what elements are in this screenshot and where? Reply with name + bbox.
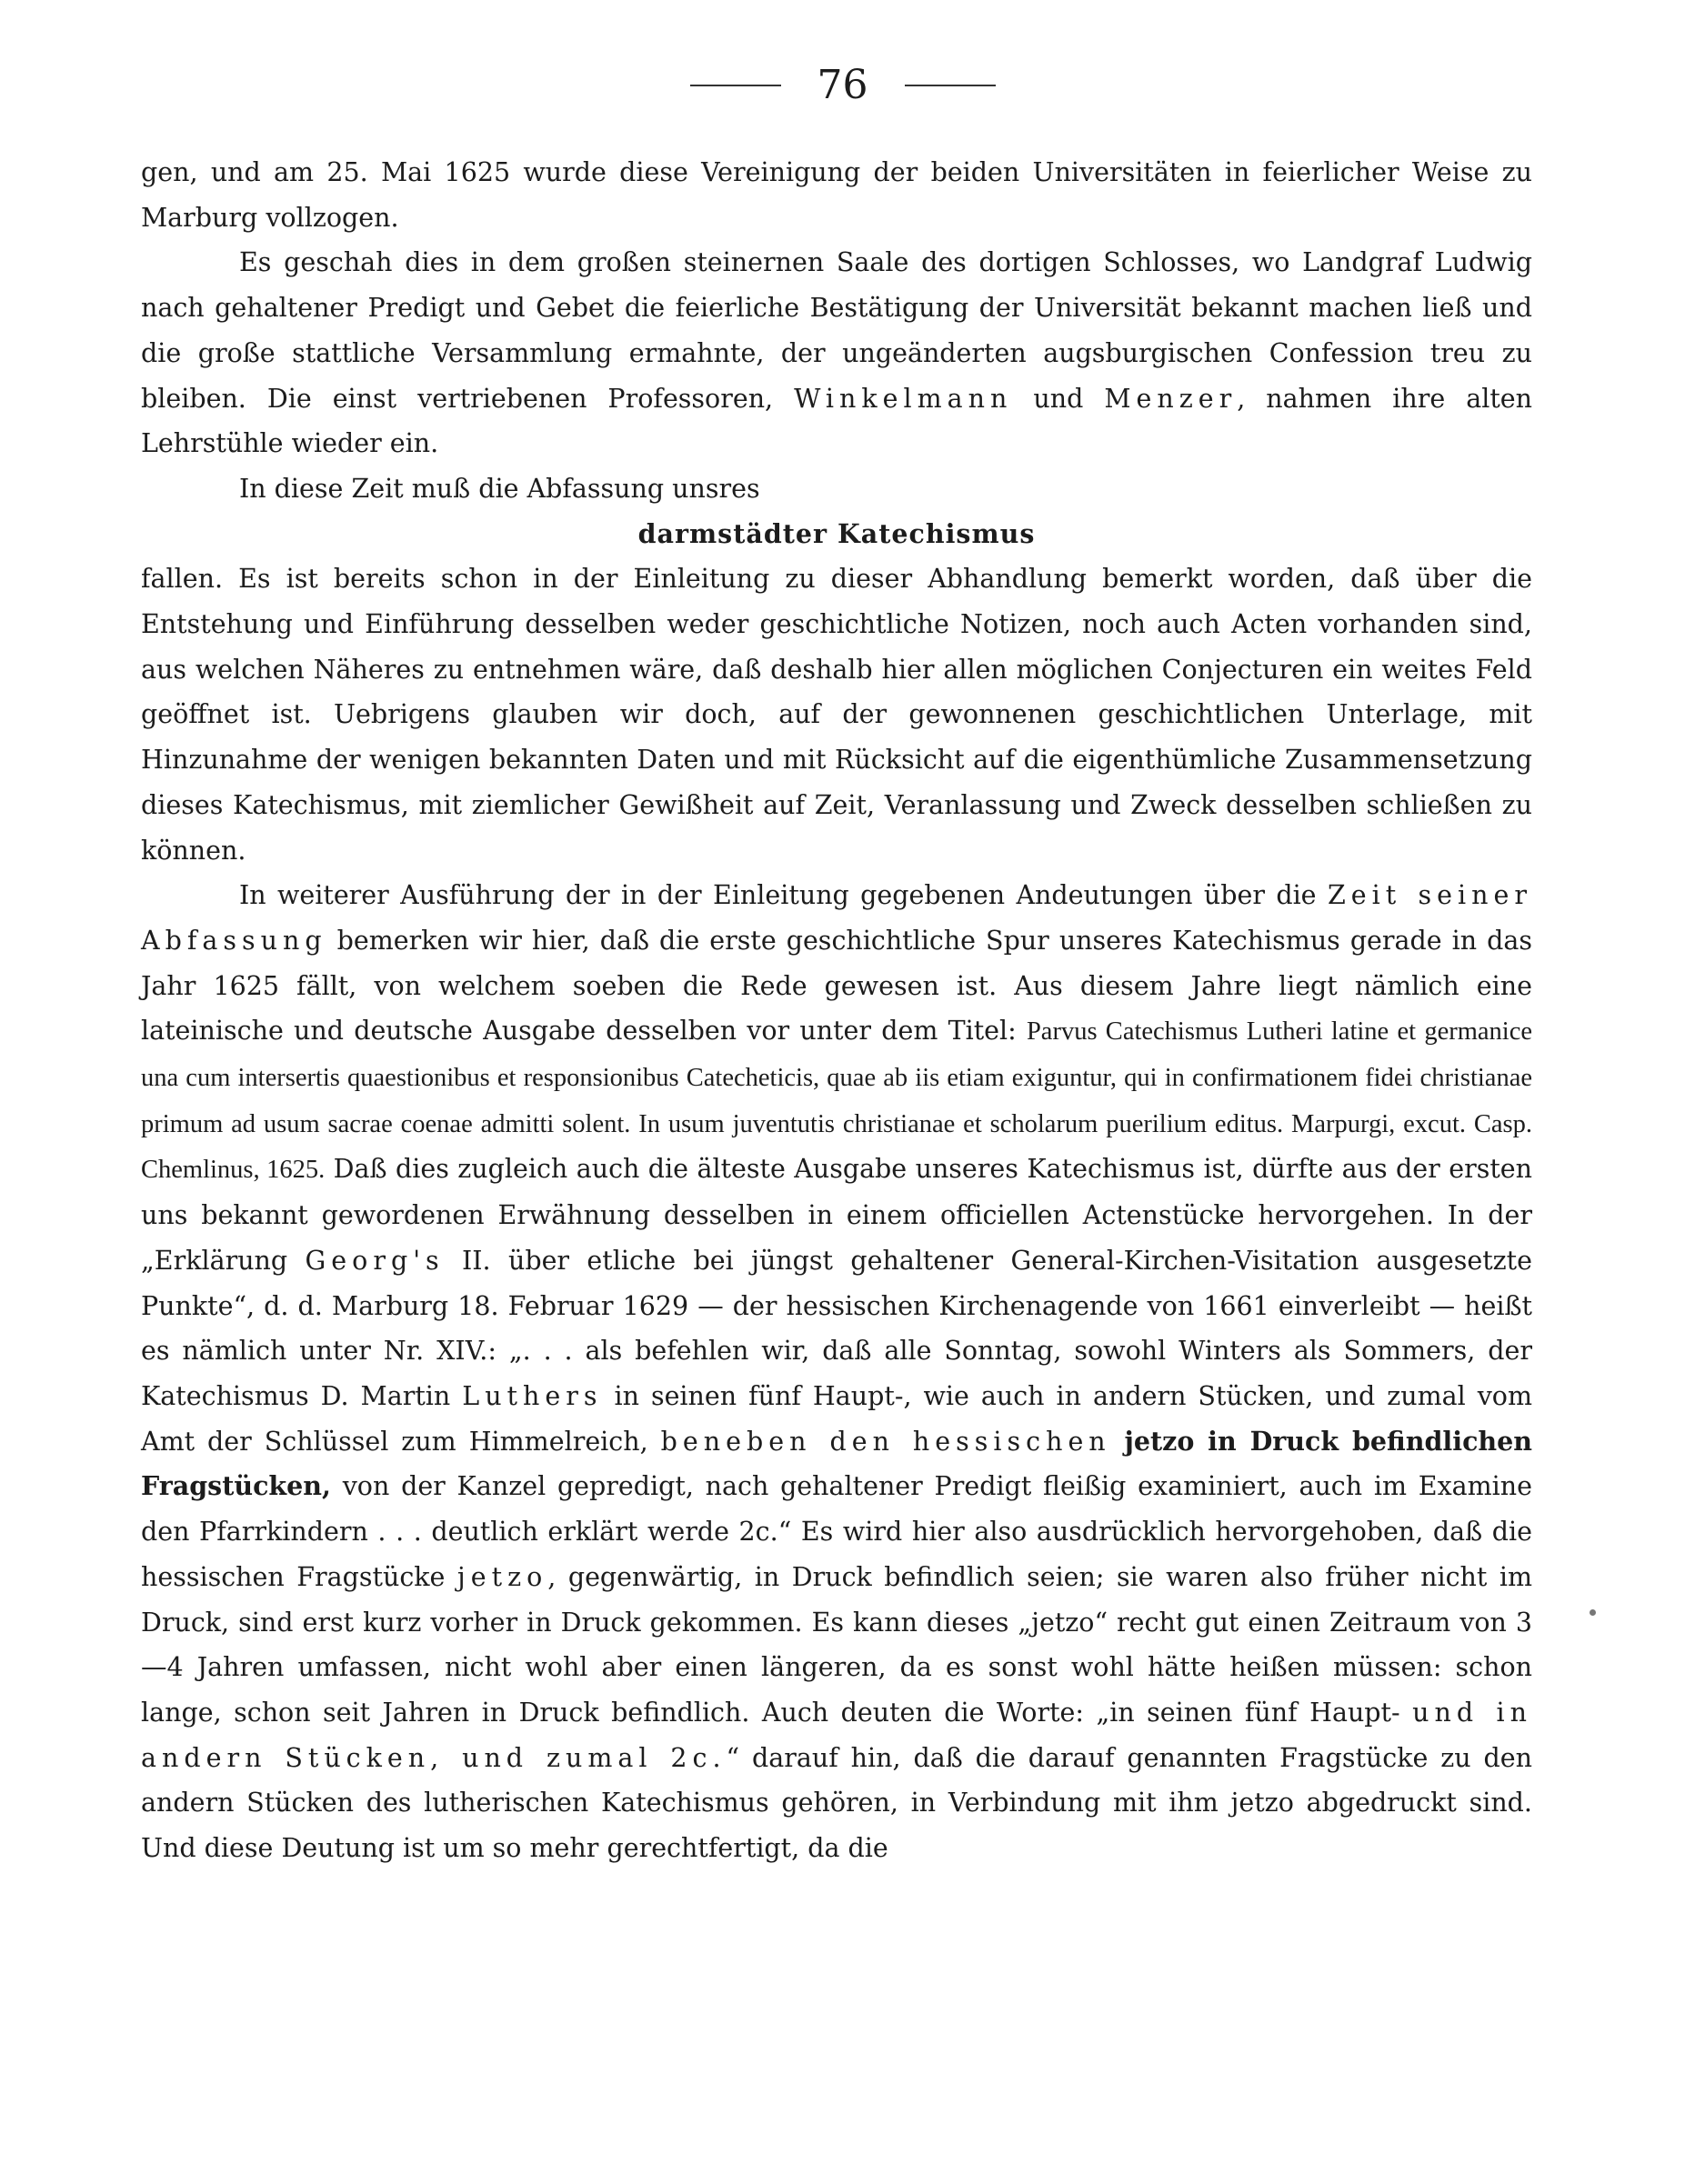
paragraph-1: gen, und am 25. Mai 1625 wurde diese Vereinigung der beiden Universitäten in feierlicher Weise zu Marburg vollzogen. [141, 157, 1532, 233]
p5-text-f: von der Kanzel gepredigt, nach gehaltener Predigt fleißig examiniert, auch im Examine den Pfarrkindern . . . deutlich erklärt werde 2c.“ Es wird hier also ausdrücklich hervorgehoben, daß die hessischen Fragstücke [141, 1471, 1532, 1592]
spaced-jetzo: jetzo [456, 1561, 548, 1592]
paragraph-3: In diese Zeit muß die Abfassung unsres [239, 473, 760, 504]
spaced-luthers: Luthers [462, 1380, 603, 1411]
spaced-georg: Georg's [305, 1245, 445, 1276]
p2-text-c: , nahmen ihre alten Lehrstühle wieder ein. [141, 383, 1532, 459]
name-winkelmann: Winkelmann [794, 383, 1013, 414]
spaced-und-in-andern: und in andern Stücken, und zumal 2c. [141, 1697, 1533, 1773]
bold-fragstuecke: jetzo in Druck befindlichen Fragstücken, [141, 1425, 1532, 1502]
ink-speck [1590, 1609, 1596, 1616]
right-rule [905, 85, 996, 86]
latin-title: Parvus Catechismus Lutheri latine et germanice una cum intersertis quaestionibus et responsionibus Catecheticis, quae ab iis etiam exiguntur, qui in confirmationem fidei christianae primum ad usum sacrae coenae admitti solent. In usum juventutis christianae et scholarum puerilium editus. Marpurgi, excut. Casp. Chemlinus, 1625. [141, 1017, 1532, 1185]
page-header [0, 62, 1685, 108]
p5-text-h: “ darauf hin, daß die darauf genannten Fragstücke zu den andern Stücken des lutherischen Katechismus gehören, in Verbindung mit ihm jetzo abgedruckt sind. Und diese Deutung ist um so mehr gerechtfertigt, da die [141, 1742, 1532, 1864]
paragraph-2 [141, 240, 1532, 466]
p5-text-b: bemerken wir hier, daß die erste geschichtliche Spur unseres Katechismus gerade in das Jahr 1625 fällt, von welchem soeben die Rede gewesen ist. Aus diesem Jahre liegt nämlich eine lateinische und deutsche Ausgabe desselben vor unter dem Titel: [141, 925, 1532, 1047]
p5-text-a: In weiterer Ausführung der in der Einleitung gegebenen Andeutungen über die [239, 880, 1328, 911]
p5-text-d: II. über etliche bei jüngst gehaltener General-Kirchen-Visitation ausgesetzte Punkte“, d. d. Marburg 18. Februar 1629 — der hessischen Kirchenagende von 1661 einverleibt — heißt es nämlich unter Nr. XIV.: „. . . als befehlen wir, daß alle Sonntag, sowohl Winters als Sommers, der Katechismus D. Martin [141, 1245, 1532, 1411]
left-rule [690, 85, 781, 86]
p2-text-b: und [1012, 383, 1105, 414]
p5-text-c: Daß dies zugleich auch die älteste Ausgabe unseres Katechismus ist, dürfte aus der ersten uns bekannt gewordenen Erwähnung desselben in einem officiellen Actenstücke hervorgehen. In der „Erklärung [141, 1154, 1532, 1276]
p5-text-g: , gegenwärtig, in Druck befindlich seien; sie waren also früher nicht im Druck, sind erst kurz vorher in Druck gekommen. Es kann dieses „jetzo“ recht gut einen Zeitraum von 3—4 Jahren umfassen, nicht wohl aber einen längeren, da es sonst wohl hätte heißen müssen: schon lange, schon seit Jahren in Druck befindlich. Auch deuten die Worte: „in seinen fünf Haupt- [141, 1561, 1532, 1728]
spaced-beneben: beneben den hessischen [660, 1426, 1111, 1457]
spaced-zeit-seiner-abfassung: Zeit seiner Abfassung [141, 880, 1533, 956]
name-menzer: Menzer [1104, 383, 1238, 414]
paragraph-5 [141, 873, 1532, 1870]
section-heading: darmstädter Katechismus [637, 517, 1036, 549]
paragraph-4: fallen. Es ist bereits schon in der Einleitung zu dieser Abhandlung bemerkt worden, daß über die Entstehung und Einführung desselben weder geschichtliche Notizen, noch auch Acten vorhanden sind, aus welchen Näheres zu entnehmen wäre, daß deshalb hier allen möglichen Conjecturen ein weites Feld geöffnet ist. Uebrigens glauben wir doch, auf der gewonnenen geschichtlichen Unterlage, mit Hinzunahme der wenigen bekannten Daten und mit Rücksicht auf die eigenthümliche Zusammensetzung dieses Katechismus, mit ziemlicher Gewißheit auf Zeit, Veranlassung und Zweck desselben schließen zu können. [141, 564, 1532, 866]
text-column [141, 150, 1532, 1871]
page-number: 76 [817, 62, 868, 108]
p2-text-a: Es geschah dies in dem großen steinernen Saale des dortigen Schlosses, wo Landgraf Ludwig nach gehaltener Predigt und Gebet die feierliche Bestätigung der Universität bekannt machen ließ und die große stattliche Versammlung ermahnte, der ungeänderten augsburgischen Confession treu zu bleiben. Die einst vertriebenen Professoren, [141, 247, 1532, 414]
p5-text-e: in seinen fünf Haupt-, wie auch in andern Stücken, und zumal vom Amt der Schlüssel zum Himmelreich, [141, 1380, 1532, 1457]
